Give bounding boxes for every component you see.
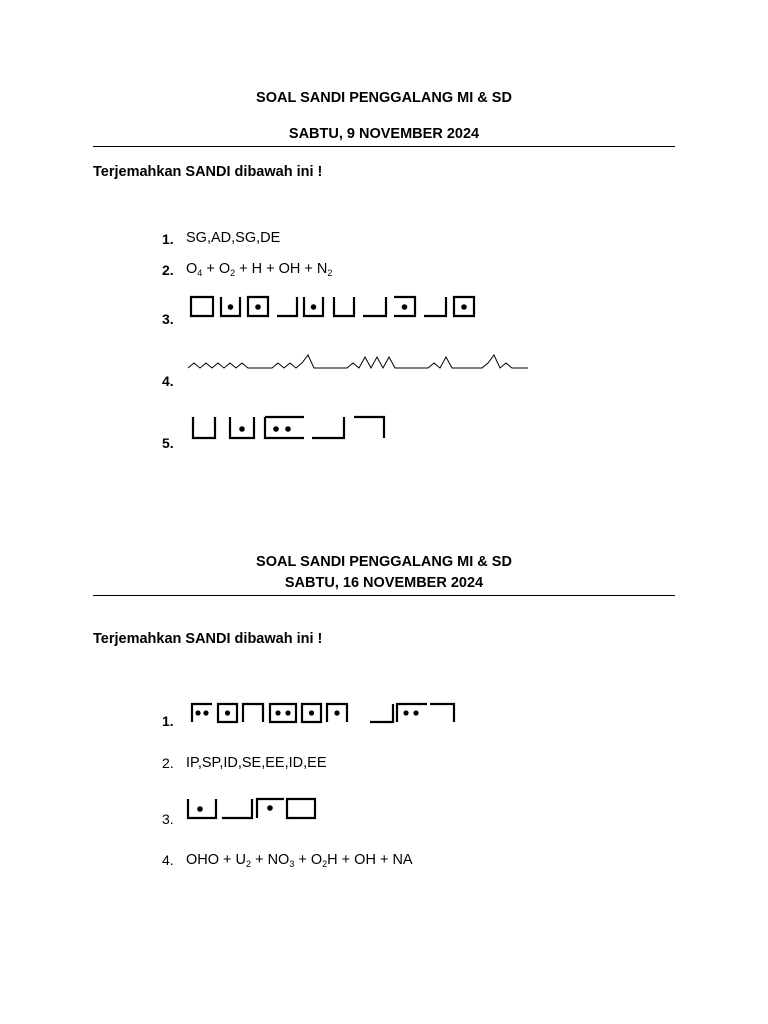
section1-date: SABTU, 9 NOVEMBER 2024 — [288, 126, 480, 142]
section1-instruction: Terjemahkan SANDI dibawah ini ! — [93, 164, 323, 180]
s1-item2-formula: $O_4 + O_2 + H$ + OH + $N_2$ — [186, 261, 333, 278]
section2-divider — [93, 595, 675, 596]
s2-item2-text: IP,SP,ID,SE,EE,ID,EE — [186, 755, 327, 771]
s1-item2-number: 2. — [162, 262, 174, 278]
s1-item5-number: 5. — [162, 435, 174, 451]
section2-date: SABTU, 16 NOVEMBER 2024 — [284, 575, 484, 591]
s1-item1-number: 1. — [162, 231, 174, 247]
s1-item3-pigpen-cipher — [188, 295, 538, 319]
s2-item1-number: 1. — [162, 713, 174, 729]
s1-item4-zigzag-cipher — [188, 354, 530, 372]
s2-item1-pigpen-cipher — [190, 702, 460, 724]
s2-item3-number: 3. — [162, 811, 174, 827]
s2-item4-number: 4. — [162, 852, 174, 868]
s2-item2-number: 2. — [162, 755, 174, 771]
section2-title: SOAL SANDI PENGGALANG MI & SD — [256, 554, 512, 570]
s1-item4-number: 4. — [162, 373, 174, 389]
section2-instruction: Terjemahkan SANDI dibawah ini ! — [93, 631, 323, 647]
s2-item3-pigpen-cipher — [186, 797, 321, 821]
section1-divider — [93, 146, 675, 147]
s1-item5-pigpen-cipher — [190, 415, 390, 441]
section1-title: SOAL SANDI PENGGALANG MI & SD — [256, 90, 512, 106]
s1-item3-number: 3. — [162, 311, 174, 327]
s2-item4-formula: OHO + $U_2 + NO_3 + O_2H$ + OH + NA — [186, 852, 413, 869]
s1-item1-text: SG,AD,SG,DE — [186, 230, 281, 246]
